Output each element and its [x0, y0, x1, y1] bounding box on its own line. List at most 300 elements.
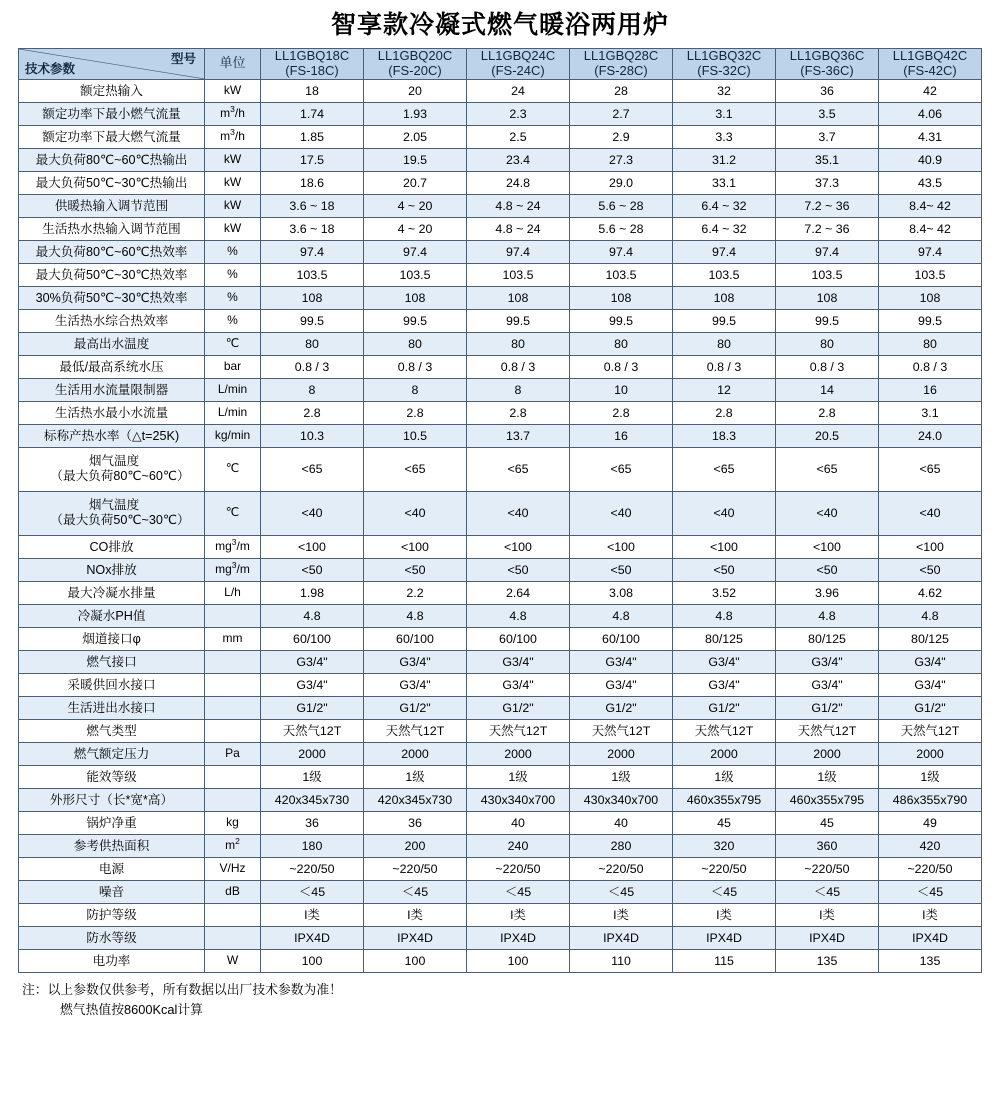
value-cell: ＜45	[364, 880, 467, 903]
parameter-label: 额定功率下最小燃气流量	[19, 102, 205, 125]
parameter-label: 生活热水最小水流量	[19, 401, 205, 424]
value-cell: 18	[261, 79, 364, 102]
unit-cell: kW	[205, 171, 261, 194]
value-cell: G1/2"	[570, 696, 673, 719]
value-cell: 2000	[879, 742, 982, 765]
value-cell: 420x345x730	[364, 788, 467, 811]
unit-column-header: 单位	[205, 49, 261, 80]
table-row	[19, 880, 982, 903]
value-cell: G3/4"	[673, 650, 776, 673]
unit-cell	[205, 696, 261, 719]
value-cell: 18.6	[261, 171, 364, 194]
value-cell: 17.5	[261, 148, 364, 171]
model-fs-code: (FS-42C)	[903, 62, 957, 78]
table-row	[19, 491, 982, 535]
value-cell: 0.8 / 3	[261, 355, 364, 378]
unit-cell: L/min	[205, 378, 261, 401]
parameter-label: 最大负荷50℃~30℃热效率	[19, 263, 205, 286]
value-cell: G3/4"	[879, 673, 982, 696]
value-cell: 1.74	[261, 102, 364, 125]
model-code: LL1GBQ42C	[892, 48, 968, 63]
value-cell: 16	[879, 378, 982, 401]
table-header	[19, 49, 982, 80]
value-cell: 0.8 / 3	[570, 355, 673, 378]
note-line-2: 燃气热值按8600Kcal计算	[60, 1001, 203, 1017]
value-cell: 43.5	[879, 171, 982, 194]
value-cell: I类	[776, 903, 879, 926]
value-cell: I类	[570, 903, 673, 926]
value-cell: 2.7	[570, 102, 673, 125]
parameter-label: 最大负荷80℃~60℃热效率	[19, 240, 205, 263]
value-cell: I类	[879, 903, 982, 926]
unit-cell: kW	[205, 217, 261, 240]
value-cell: 80	[776, 332, 879, 355]
value-cell: 108	[776, 286, 879, 309]
value-cell: 天然气12T	[879, 719, 982, 742]
table-row	[19, 788, 982, 811]
value-cell: 60/100	[467, 627, 570, 650]
parameter-label: 烟气温度 （最大负荷80℃~60℃）	[19, 447, 205, 491]
parameter-label: 燃气额定压力	[19, 742, 205, 765]
parameter-label: 额定热输入	[19, 79, 205, 102]
value-cell: 2.2	[364, 581, 467, 604]
value-cell: 99.5	[467, 309, 570, 332]
parameter-label: 生活进出水接口	[19, 696, 205, 719]
parameter-label: 最大冷凝水排量	[19, 581, 205, 604]
value-cell: 320	[673, 834, 776, 857]
unit-cell: ℃	[205, 447, 261, 491]
note-line-1: 注：以上参数仅供参考，所有数据以出厂技术参数为准！	[22, 981, 342, 997]
value-cell: 2.8	[776, 401, 879, 424]
value-cell: ＜45	[673, 880, 776, 903]
value-cell: 49	[879, 811, 982, 834]
parameter-label: 防护等级	[19, 903, 205, 926]
value-cell: 3.52	[673, 581, 776, 604]
value-cell: 240	[467, 834, 570, 857]
table-row	[19, 102, 982, 125]
value-cell: 103.5	[261, 263, 364, 286]
table-row	[19, 125, 982, 148]
value-cell: 45	[776, 811, 879, 834]
value-cell: G3/4"	[570, 650, 673, 673]
value-cell: 60/100	[364, 627, 467, 650]
value-cell: 99.5	[364, 309, 467, 332]
unit-cell: ℃	[205, 332, 261, 355]
value-cell: G1/2"	[776, 696, 879, 719]
value-cell: <100	[467, 535, 570, 558]
table-row	[19, 604, 982, 627]
value-cell: 97.4	[364, 240, 467, 263]
value-cell: 42	[879, 79, 982, 102]
table-row	[19, 424, 982, 447]
page-title: 智享款冷凝式燃气暖浴两用炉	[330, 11, 669, 39]
value-cell: 3.6 ~ 18	[261, 217, 364, 240]
value-cell: ~220/50	[570, 857, 673, 880]
value-cell: 2.05	[364, 125, 467, 148]
value-cell: 24	[467, 79, 570, 102]
value-cell: 8	[364, 378, 467, 401]
parameter-label: 生活热水热输入调节范围	[19, 217, 205, 240]
value-cell: 天然气12T	[570, 719, 673, 742]
value-cell: 2.3	[467, 102, 570, 125]
value-cell: <50	[364, 558, 467, 581]
table-row	[19, 309, 982, 332]
value-cell: <100	[776, 535, 879, 558]
value-cell: <65	[673, 447, 776, 491]
value-cell: <65	[261, 447, 364, 491]
value-cell: 108	[261, 286, 364, 309]
value-cell: <65	[364, 447, 467, 491]
table-body	[19, 79, 982, 972]
value-cell: G1/2"	[261, 696, 364, 719]
unit-cell: $m^2$	[205, 834, 261, 857]
table-row	[19, 650, 982, 673]
value-cell: 天然气12T	[261, 719, 364, 742]
parameter-label: 能效等级	[19, 765, 205, 788]
value-cell: 36	[261, 811, 364, 834]
parameter-label: 标称产热水率（△t=25K)	[19, 424, 205, 447]
table-row	[19, 834, 982, 857]
value-cell: 80	[364, 332, 467, 355]
parameter-label: 烟气温度 （最大负荷50℃~30℃）	[19, 491, 205, 535]
value-cell: 2000	[467, 742, 570, 765]
value-cell: 108	[570, 286, 673, 309]
value-cell: 115	[673, 949, 776, 972]
model-code: LL1GBQ32C	[686, 48, 762, 63]
parameter-label: 燃气接口	[19, 650, 205, 673]
value-cell: 4.06	[879, 102, 982, 125]
value-cell: 16	[570, 424, 673, 447]
value-cell: 32	[673, 79, 776, 102]
value-cell: 80	[879, 332, 982, 355]
value-cell: 14	[776, 378, 879, 401]
value-cell: 2000	[364, 742, 467, 765]
parameter-label: 供暖热输入调节范围	[19, 194, 205, 217]
model-column-header	[261, 49, 364, 80]
model-fs-code: (FS-20C)	[388, 62, 442, 78]
unit-cell: kW	[205, 79, 261, 102]
model-fs-code: (FS-36C)	[800, 62, 854, 78]
value-cell: ＜45	[570, 880, 673, 903]
value-cell: 97.4	[776, 240, 879, 263]
value-cell: <40	[364, 491, 467, 535]
value-cell: 天然气12T	[673, 719, 776, 742]
value-cell: <40	[261, 491, 364, 535]
table-row	[19, 263, 982, 286]
value-cell: 29.0	[570, 171, 673, 194]
value-cell: 97.4	[673, 240, 776, 263]
value-cell: 80	[261, 332, 364, 355]
value-cell: <100	[364, 535, 467, 558]
unit-cell: $m^3/h$	[205, 125, 261, 148]
value-cell: 360	[776, 834, 879, 857]
value-cell: <100	[673, 535, 776, 558]
value-cell: 486x355x790	[879, 788, 982, 811]
model-code: LL1GBQ36C	[789, 48, 865, 63]
value-cell: G3/4"	[364, 650, 467, 673]
value-cell: 4.62	[879, 581, 982, 604]
value-cell: IPX4D	[467, 926, 570, 949]
value-cell: 0.8 / 3	[673, 355, 776, 378]
corner-model-label: 型号	[170, 52, 196, 66]
value-cell: 103.5	[776, 263, 879, 286]
unit-cell: Pa	[205, 742, 261, 765]
value-cell: 20.7	[364, 171, 467, 194]
value-cell: 40	[570, 811, 673, 834]
unit-cell: W	[205, 949, 261, 972]
value-cell: 5.6 ~ 28	[570, 194, 673, 217]
value-cell: G3/4"	[776, 650, 879, 673]
value-cell: 2000	[776, 742, 879, 765]
unit-cell: L/h	[205, 581, 261, 604]
value-cell: 100	[364, 949, 467, 972]
value-cell: 4 ~ 20	[364, 217, 467, 240]
value-cell: 103.5	[570, 263, 673, 286]
unit-cell: kg/min	[205, 424, 261, 447]
value-cell: I类	[673, 903, 776, 926]
value-cell: G3/4"	[776, 673, 879, 696]
value-cell: ~220/50	[879, 857, 982, 880]
value-cell: 10.3	[261, 424, 364, 447]
value-cell: I类	[364, 903, 467, 926]
value-cell: <100	[879, 535, 982, 558]
value-cell: 1级	[776, 765, 879, 788]
value-cell: 天然气12T	[776, 719, 879, 742]
table-row	[19, 765, 982, 788]
value-cell: 4.8	[261, 604, 364, 627]
value-cell: 430x340x700	[467, 788, 570, 811]
table-row	[19, 286, 982, 309]
value-cell: IPX4D	[879, 926, 982, 949]
table-row	[19, 535, 982, 558]
value-cell: G1/2"	[879, 696, 982, 719]
parameter-label: NOx排放	[19, 558, 205, 581]
value-cell: 135	[776, 949, 879, 972]
value-cell: 35.1	[776, 148, 879, 171]
value-cell: 1级	[261, 765, 364, 788]
value-cell: 3.1	[879, 401, 982, 424]
unit-cell: kW	[205, 148, 261, 171]
model-column-header	[467, 49, 570, 80]
value-cell: 20	[364, 79, 467, 102]
value-cell: 13.7	[467, 424, 570, 447]
value-cell: 12	[673, 378, 776, 401]
value-cell: 3.7	[776, 125, 879, 148]
value-cell: 100	[467, 949, 570, 972]
model-fs-code: (FS-24C)	[491, 62, 545, 78]
value-cell: 2000	[570, 742, 673, 765]
value-cell: 97.4	[570, 240, 673, 263]
value-cell: <65	[467, 447, 570, 491]
table-row	[19, 926, 982, 949]
value-cell: 200	[364, 834, 467, 857]
value-cell: 110	[570, 949, 673, 972]
unit-cell: dB	[205, 880, 261, 903]
specifications-table	[18, 48, 982, 973]
value-cell: 24.8	[467, 171, 570, 194]
unit-cell: %	[205, 309, 261, 332]
value-cell: 80/125	[776, 627, 879, 650]
value-cell: 1级	[570, 765, 673, 788]
value-cell: 2.8	[467, 401, 570, 424]
value-cell: ~220/50	[467, 857, 570, 880]
value-cell: 180	[261, 834, 364, 857]
model-code: LL1GBQ28C	[583, 48, 659, 63]
unit-cell: $mg^3/m$	[205, 558, 261, 581]
value-cell: 99.5	[570, 309, 673, 332]
table-row	[19, 332, 982, 355]
parameter-label: 烟道接口φ	[19, 627, 205, 650]
unit-cell	[205, 719, 261, 742]
model-column-header	[364, 49, 467, 80]
value-cell: 135	[879, 949, 982, 972]
value-cell: 23.4	[467, 148, 570, 171]
unit-cell	[205, 604, 261, 627]
value-cell: 80	[467, 332, 570, 355]
value-cell: 天然气12T	[364, 719, 467, 742]
table-row	[19, 447, 982, 491]
value-cell: 103.5	[879, 263, 982, 286]
value-cell: 108	[467, 286, 570, 309]
value-cell: 420	[879, 834, 982, 857]
table-row	[19, 949, 982, 972]
table-row	[19, 811, 982, 834]
value-cell: IPX4D	[776, 926, 879, 949]
model-column-header	[776, 49, 879, 80]
table-row	[19, 148, 982, 171]
parameter-label: 生活热水综合热效率	[19, 309, 205, 332]
value-cell: 100	[261, 949, 364, 972]
table-row	[19, 378, 982, 401]
value-cell: 4.8 ~ 24	[467, 194, 570, 217]
table-row	[19, 79, 982, 102]
parameter-label: 最高出水温度	[19, 332, 205, 355]
value-cell: 108	[673, 286, 776, 309]
value-cell: 103.5	[364, 263, 467, 286]
value-cell: 460x355x795	[776, 788, 879, 811]
value-cell: 2.64	[467, 581, 570, 604]
value-cell: 24.0	[879, 424, 982, 447]
unit-cell	[205, 673, 261, 696]
parameter-label: 锅炉净重	[19, 811, 205, 834]
value-cell: 4.8	[364, 604, 467, 627]
value-cell: 4.8	[776, 604, 879, 627]
footer-notes	[18, 980, 982, 1020]
value-cell: <100	[261, 535, 364, 558]
parameter-label: 防水等级	[19, 926, 205, 949]
value-cell: 2000	[261, 742, 364, 765]
value-cell: 0.8 / 3	[467, 355, 570, 378]
value-cell: ＜45	[467, 880, 570, 903]
model-fs-code: (FS-28C)	[594, 62, 648, 78]
value-cell: ＜45	[261, 880, 364, 903]
parameter-label: 噪音	[19, 880, 205, 903]
value-cell: 3.6 ~ 18	[261, 194, 364, 217]
value-cell: G3/4"	[673, 673, 776, 696]
value-cell: IPX4D	[261, 926, 364, 949]
table-row	[19, 719, 982, 742]
table-row	[19, 696, 982, 719]
value-cell: 36	[776, 79, 879, 102]
value-cell: 0.8 / 3	[364, 355, 467, 378]
value-cell: 80/125	[879, 627, 982, 650]
unit-cell: %	[205, 240, 261, 263]
value-cell: <50	[467, 558, 570, 581]
parameter-label: 额定功率下最大燃气流量	[19, 125, 205, 148]
parameter-label: CO排放	[19, 535, 205, 558]
value-cell: G3/4"	[261, 650, 364, 673]
table-row	[19, 217, 982, 240]
value-cell: ＜45	[879, 880, 982, 903]
value-cell: G3/4"	[879, 650, 982, 673]
unit-cell: bar	[205, 355, 261, 378]
value-cell: <65	[570, 447, 673, 491]
value-cell: 1级	[879, 765, 982, 788]
value-cell: IPX4D	[570, 926, 673, 949]
value-cell: 80	[570, 332, 673, 355]
value-cell: 80/125	[673, 627, 776, 650]
value-cell: 60/100	[570, 627, 673, 650]
unit-cell: kg	[205, 811, 261, 834]
value-cell: ~220/50	[673, 857, 776, 880]
value-cell: 6.4 ~ 32	[673, 217, 776, 240]
value-cell: 3.3	[673, 125, 776, 148]
value-cell: 40.9	[879, 148, 982, 171]
value-cell: 108	[879, 286, 982, 309]
value-cell: 99.5	[261, 309, 364, 332]
value-cell: 280	[570, 834, 673, 857]
value-cell: 4.8	[879, 604, 982, 627]
table-row	[19, 857, 982, 880]
value-cell: ~220/50	[776, 857, 879, 880]
value-cell: 60/100	[261, 627, 364, 650]
model-code: LL1GBQ18C	[274, 48, 350, 63]
value-cell: 10	[570, 378, 673, 401]
value-cell: 10.5	[364, 424, 467, 447]
table-row	[19, 355, 982, 378]
parameter-label: 外形尺寸（长*宽*高）	[19, 788, 205, 811]
model-column-header	[879, 49, 982, 80]
unit-cell	[205, 903, 261, 926]
value-cell: ＜45	[776, 880, 879, 903]
value-cell: 3.96	[776, 581, 879, 604]
parameter-label: 生活用水流量限制器	[19, 378, 205, 401]
value-cell: 430x340x700	[570, 788, 673, 811]
value-cell: 1.98	[261, 581, 364, 604]
table-row	[19, 581, 982, 604]
value-cell: 1.85	[261, 125, 364, 148]
value-cell: 40	[467, 811, 570, 834]
table-row	[19, 673, 982, 696]
value-cell: <50	[570, 558, 673, 581]
parameter-label: 采暖供回水接口	[19, 673, 205, 696]
value-cell: G1/2"	[467, 696, 570, 719]
table-row	[19, 903, 982, 926]
value-cell: ~220/50	[364, 857, 467, 880]
value-cell: 80	[673, 332, 776, 355]
value-cell: G1/2"	[673, 696, 776, 719]
unit-cell: kW	[205, 194, 261, 217]
value-cell: G3/4"	[467, 650, 570, 673]
value-cell: I类	[261, 903, 364, 926]
value-cell: <50	[776, 558, 879, 581]
value-cell: 7.2 ~ 36	[776, 217, 879, 240]
value-cell: 8.4~ 42	[879, 194, 982, 217]
value-cell: 103.5	[673, 263, 776, 286]
value-cell: <50	[261, 558, 364, 581]
unit-cell	[205, 788, 261, 811]
value-cell: 8.4~ 42	[879, 217, 982, 240]
